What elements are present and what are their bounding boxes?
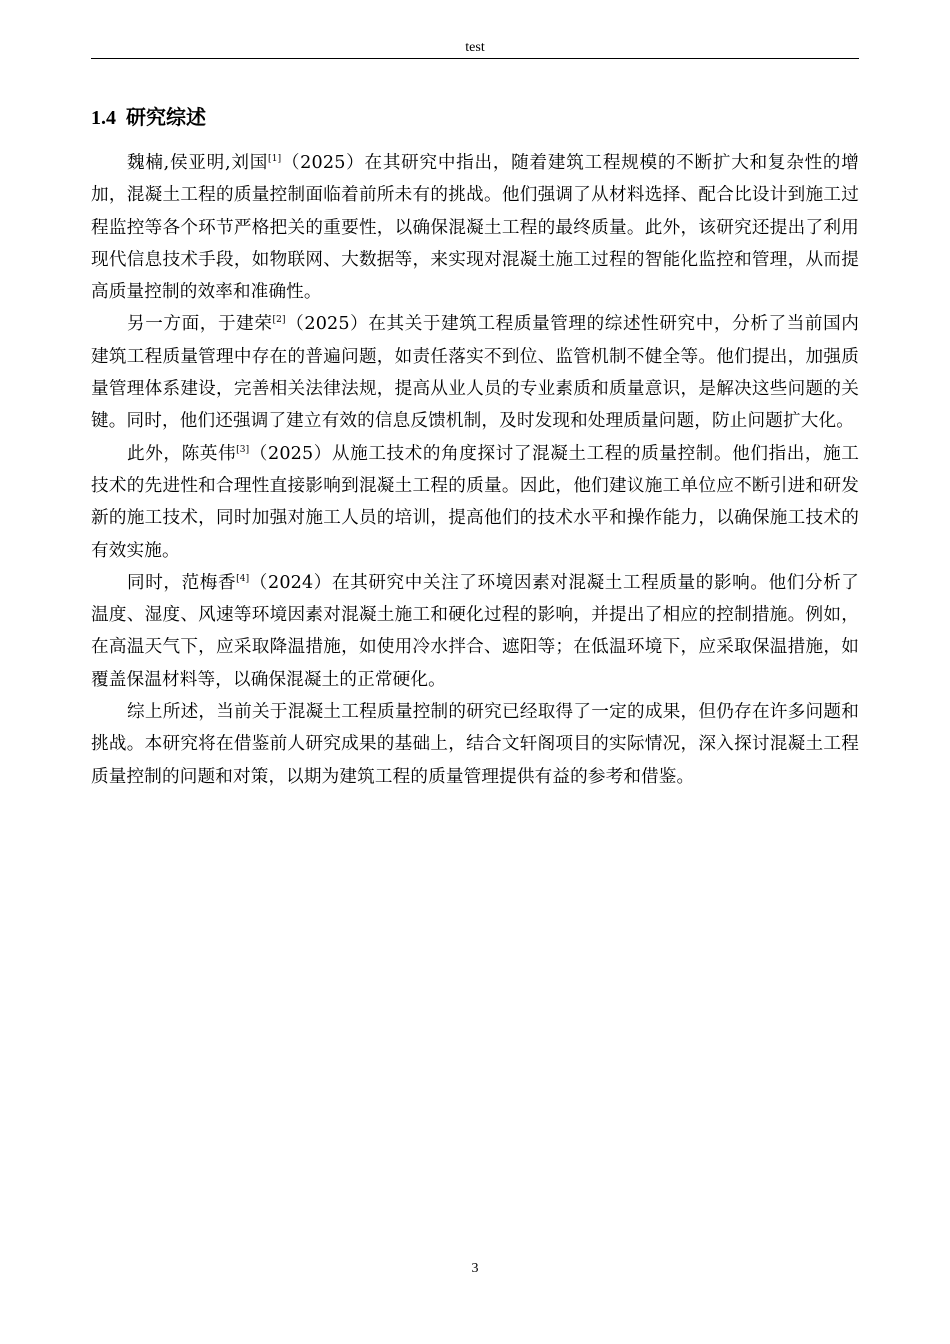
- paragraph-body: （2024）在其研究中关注了环境因素对混凝土工程质量的影响。他们分析了温度、湿度、风速等环境因素对混凝土施工和硬化过程的影响，并提出了相应的控制措施。例如，在高温天气下，应采取降温措施，如使用冷水拌合、遮阳等；在低温环境下，应采取保温措施，如覆盖保温材料等，以确保混凝土的正常硬化。: [91, 572, 860, 690]
- section-number: 1.4: [91, 107, 116, 129]
- paragraph: [91, 696, 859, 793]
- paragraph-lead: 同时，范梅香: [127, 572, 237, 593]
- paragraph-lead: 此外，陈英伟: [127, 443, 237, 464]
- paragraph: [91, 567, 859, 696]
- section-title: 研究综述: [126, 105, 206, 129]
- body-text: [91, 147, 859, 793]
- page-number: [91, 1259, 859, 1279]
- citation-marker: [3]: [236, 444, 250, 455]
- page-header: [91, 38, 859, 59]
- paragraph-body: （2025）在其关于建筑工程质量管理的综述性研究中，分析了当前国内建筑工程质量管理中存在的普遍问题，如责任落实不到位、监管机制不健全等。他们提出，加强质量管理体系建设，完善相关法律法规，提高从业人员的专业素质和质量意识，是解决这些问题的关键。同时，他们还强调了建立有效的信息反馈机制，及时发现和处理质量问题，防止问题扩大化。: [91, 314, 859, 432]
- citation-marker: [4]: [236, 574, 250, 584]
- paragraph-lead: 综上所述，当前关于混凝土工程质量控制的研究已经取得了一定的成果，但仍存在许多问题和挑战。本研究将在借鉴前人研究成果的基础上，结合文轩阁项目的实际情况，深入探讨混凝土工程质量控制的问题和对策，以期为建筑工程的质量管理提供有益的参考和借鉴。: [91, 702, 859, 787]
- section-heading: [91, 103, 859, 131]
- paragraph: [91, 438, 859, 567]
- paragraph: [91, 308, 859, 437]
- paragraph-body: （2025）在其研究中指出，随着建筑工程规模的不断扩大和复杂性的增加，混凝土工程的质量控制面临着前所未有的挑战。他们强调了从材料选择、配合比设计到施工过程监控等各个环节严格把关的重要性，以确保混凝土工程的最终质量。此外，该研究还提出了利用现代信息技术手段，如物联网、大数据等，来实现对混凝土施工过程的智能化监控和管理，从而提高质量控制的效率和准确性。: [91, 153, 859, 303]
- paragraph-lead: 魏楠,侯亚明,刘国: [127, 153, 269, 173]
- citation-marker: [2]: [272, 315, 286, 326]
- paragraph: [91, 147, 859, 308]
- citation-marker: [1]: [268, 154, 282, 165]
- page-number-text: 3: [471, 1261, 479, 1276]
- paragraph-lead: 另一方面，于建荣: [127, 314, 273, 335]
- paragraph-body: （2025）从施工技术的角度探讨了混凝土工程的质量控制。他们指出，施工技术的先进性和合理性直接影响到混凝土工程的质量。因此，他们建议施工单位应不断引进和研发新的施工技术，同时加强对施工人员的培训，提高他们的技术水平和操作能力，以确保施工技术的有效实施。: [91, 443, 860, 561]
- header-text: test: [465, 40, 485, 55]
